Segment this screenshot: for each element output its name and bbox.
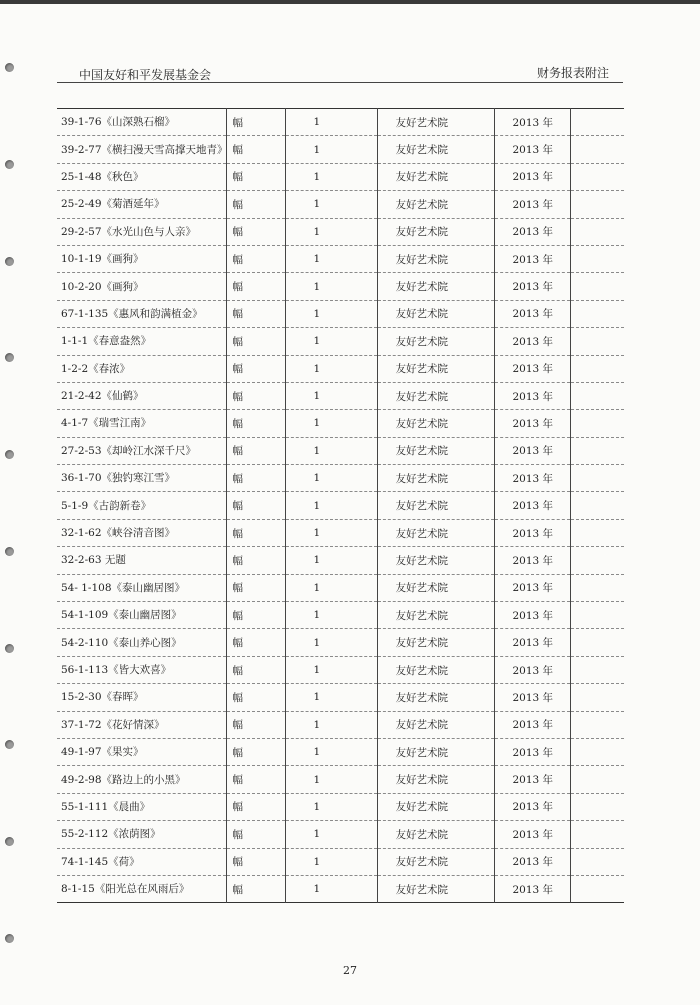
item-remark <box>570 793 624 820</box>
item-year: 2013 年 <box>494 136 570 163</box>
item-quantity: 1 <box>285 574 377 601</box>
item-remark <box>570 465 624 492</box>
item-year: 2013 年 <box>494 300 570 327</box>
item-remark <box>570 656 624 683</box>
item-source: 友好艺术院 <box>377 218 494 245</box>
table-row <box>57 273 624 300</box>
item-unit: 幅 <box>226 109 285 136</box>
item-quantity: 1 <box>285 109 377 136</box>
table-row <box>57 738 624 765</box>
item-quantity: 1 <box>285 328 377 355</box>
item-name: 74-1-145《荷》 <box>57 848 226 875</box>
item-year: 2013 年 <box>494 656 570 683</box>
item-remark <box>570 492 624 519</box>
item-unit: 幅 <box>226 355 285 382</box>
item-name: 32-1-62《峡谷清音图》 <box>57 519 226 546</box>
item-name: 54- 1-108《泰山幽居图》 <box>57 574 226 601</box>
item-unit: 幅 <box>226 437 285 464</box>
item-remark <box>570 684 624 711</box>
item-year: 2013 年 <box>494 492 570 519</box>
item-name: 10-2-20《画狗》 <box>57 273 226 300</box>
table-row <box>57 574 624 601</box>
item-source: 友好艺术院 <box>377 519 494 546</box>
item-quantity: 1 <box>285 793 377 820</box>
item-name: 54-2-110《泰山养心图》 <box>57 629 226 656</box>
item-unit: 幅 <box>226 191 285 218</box>
table-row <box>57 711 624 738</box>
item-quantity: 1 <box>285 875 377 902</box>
item-quantity: 1 <box>285 355 377 382</box>
item-year: 2013 年 <box>494 629 570 656</box>
table-body <box>57 109 624 903</box>
item-name: 55-2-112《浓荫图》 <box>57 821 226 848</box>
item-remark <box>570 136 624 163</box>
item-remark <box>570 163 624 190</box>
item-unit: 幅 <box>226 382 285 409</box>
item-source: 友好艺术院 <box>377 848 494 875</box>
table-row <box>57 519 624 546</box>
item-unit: 幅 <box>226 492 285 519</box>
item-source: 友好艺术院 <box>377 711 494 738</box>
item-remark <box>570 273 624 300</box>
item-source: 友好艺术院 <box>377 191 494 218</box>
item-remark <box>570 711 624 738</box>
item-year: 2013 年 <box>494 245 570 272</box>
item-quantity: 1 <box>285 547 377 574</box>
item-name: 1-2-2《春浓》 <box>57 355 226 382</box>
table-row <box>57 163 624 190</box>
item-remark <box>570 547 624 574</box>
item-remark <box>570 629 624 656</box>
binder-holes <box>5 0 15 1005</box>
table-row <box>57 136 624 163</box>
item-year: 2013 年 <box>494 574 570 601</box>
item-unit: 幅 <box>226 574 285 601</box>
binder-hole <box>5 837 14 846</box>
item-year: 2013 年 <box>494 465 570 492</box>
item-year: 2013 年 <box>494 273 570 300</box>
item-year: 2013 年 <box>494 766 570 793</box>
item-year: 2013 年 <box>494 547 570 574</box>
page-header <box>57 60 623 83</box>
item-remark <box>570 218 624 245</box>
binder-hole <box>5 934 14 943</box>
item-source: 友好艺术院 <box>377 684 494 711</box>
item-quantity: 1 <box>285 163 377 190</box>
item-remark <box>570 766 624 793</box>
item-quantity: 1 <box>285 821 377 848</box>
item-source: 友好艺术院 <box>377 738 494 765</box>
item-remark <box>570 109 624 136</box>
binder-hole <box>5 353 14 362</box>
item-unit: 幅 <box>226 793 285 820</box>
item-remark <box>570 382 624 409</box>
item-year: 2013 年 <box>494 519 570 546</box>
item-quantity: 1 <box>285 136 377 163</box>
item-quantity: 1 <box>285 191 377 218</box>
item-year: 2013 年 <box>494 191 570 218</box>
table-row <box>57 629 624 656</box>
table-row <box>57 328 624 355</box>
item-source: 友好艺术院 <box>377 273 494 300</box>
item-source: 友好艺术院 <box>377 656 494 683</box>
item-source: 友好艺术院 <box>377 629 494 656</box>
item-quantity: 1 <box>285 218 377 245</box>
item-name: 27-2-53《却岭江水深千尺》 <box>57 437 226 464</box>
item-source: 友好艺术院 <box>377 547 494 574</box>
item-year: 2013 年 <box>494 410 570 437</box>
item-source: 友好艺术院 <box>377 410 494 437</box>
item-name: 54-1-109《泰山幽居图》 <box>57 602 226 629</box>
item-year: 2013 年 <box>494 793 570 820</box>
item-quantity: 1 <box>285 245 377 272</box>
item-quantity: 1 <box>285 273 377 300</box>
item-unit: 幅 <box>226 629 285 656</box>
binder-hole <box>5 63 14 72</box>
item-remark <box>570 410 624 437</box>
table-row <box>57 382 624 409</box>
item-unit: 幅 <box>226 766 285 793</box>
item-unit: 幅 <box>226 602 285 629</box>
table-row <box>57 437 624 464</box>
table-row <box>57 300 624 327</box>
item-year: 2013 年 <box>494 821 570 848</box>
item-quantity: 1 <box>285 766 377 793</box>
item-quantity: 1 <box>285 410 377 437</box>
table-row <box>57 793 624 820</box>
item-source: 友好艺术院 <box>377 821 494 848</box>
item-name: 32-2-63 无题 <box>57 547 226 574</box>
item-year: 2013 年 <box>494 328 570 355</box>
item-unit: 幅 <box>226 328 285 355</box>
item-year: 2013 年 <box>494 218 570 245</box>
table-row <box>57 410 624 437</box>
item-name: 1-1-1《春意盎然》 <box>57 328 226 355</box>
item-name: 29-2-57《水光山色与人亲》 <box>57 218 226 245</box>
item-year: 2013 年 <box>494 355 570 382</box>
organization-name: 中国友好和平发展基金会 <box>79 68 212 82</box>
item-unit: 幅 <box>226 519 285 546</box>
item-unit: 幅 <box>226 738 285 765</box>
item-name: 55-1-111《晨曲》 <box>57 793 226 820</box>
item-quantity: 1 <box>285 656 377 683</box>
item-unit: 幅 <box>226 684 285 711</box>
table-row <box>57 245 624 272</box>
item-name: 39-1-76《山深熟石榴》 <box>57 109 226 136</box>
item-source: 友好艺术院 <box>377 465 494 492</box>
table-row <box>57 602 624 629</box>
item-source: 友好艺术院 <box>377 300 494 327</box>
item-name: 8-1-15《阳光总在风雨后》 <box>61 883 190 896</box>
item-source: 友好艺术院 <box>377 355 494 382</box>
item-source: 友好艺术院 <box>377 574 494 601</box>
item-name: 25-1-48《秋色》 <box>57 163 226 190</box>
item-year: 2013 年 <box>494 163 570 190</box>
item-unit: 幅 <box>226 547 285 574</box>
item-name: 21-2-42《仙鹤》 <box>57 382 226 409</box>
item-name: 56-1-113《皆大欢喜》 <box>57 656 226 683</box>
item-year: 2013 年 <box>494 437 570 464</box>
table-row <box>57 547 624 574</box>
item-remark <box>570 355 624 382</box>
item-remark <box>570 245 624 272</box>
item-name: 67-1-135《惠风和韵满植金》 <box>57 300 226 327</box>
item-quantity: 1 <box>285 602 377 629</box>
item-unit: 幅 <box>226 300 285 327</box>
item-unit: 幅 <box>226 656 285 683</box>
item-year: 2013 年 <box>494 875 570 902</box>
item-quantity: 1 <box>285 300 377 327</box>
item-unit: 幅 <box>226 711 285 738</box>
table-row <box>57 684 624 711</box>
item-unit: 幅 <box>226 218 285 245</box>
table-row <box>57 109 624 136</box>
item-source: 友好艺术院 <box>377 793 494 820</box>
item-year: 2013 年 <box>494 684 570 711</box>
item-unit: 幅 <box>226 136 285 163</box>
item-remark <box>570 875 624 902</box>
item-source: 友好艺术院 <box>377 328 494 355</box>
binder-hole <box>5 450 14 459</box>
binder-hole <box>5 740 14 749</box>
item-name: 49-2-98《路边上的小黑》 <box>57 766 226 793</box>
page-number: 27 <box>343 964 357 977</box>
item-remark <box>570 738 624 765</box>
item-unit: 幅 <box>226 273 285 300</box>
item-quantity: 1 <box>285 492 377 519</box>
item-name: 10-1-19《画狗》 <box>57 245 226 272</box>
item-name: 15-2-30《春晖》 <box>57 684 226 711</box>
item-quantity: 1 <box>285 711 377 738</box>
item-name: 36-1-70《独钓寒江雪》 <box>57 465 226 492</box>
table-row <box>57 465 624 492</box>
item-remark <box>570 821 624 848</box>
item-remark <box>570 519 624 546</box>
item-remark <box>570 574 624 601</box>
item-remark <box>570 191 624 218</box>
item-name: 49-1-97《果实》 <box>57 738 226 765</box>
item-unit: 幅 <box>226 875 285 902</box>
table-row <box>57 656 624 683</box>
item-quantity: 1 <box>285 519 377 546</box>
item-quantity: 1 <box>285 738 377 765</box>
section-title: 财务报表附注 <box>536 66 609 80</box>
item-quantity: 1 <box>285 382 377 409</box>
item-unit: 幅 <box>226 821 285 848</box>
item-name: 25-2-49《菊酒延年》 <box>57 191 226 218</box>
item-unit: 幅 <box>226 245 285 272</box>
table-row <box>57 821 624 848</box>
item-year: 2013 年 <box>494 711 570 738</box>
item-source: 友好艺术院 <box>377 245 494 272</box>
item-unit: 幅 <box>226 163 285 190</box>
item-source: 友好艺术院 <box>377 437 494 464</box>
binder-hole <box>5 644 14 653</box>
table-row <box>57 766 624 793</box>
table-row <box>57 848 624 875</box>
item-year: 2013 年 <box>494 109 570 136</box>
item-source: 友好艺术院 <box>377 109 494 136</box>
scan-top-edge <box>0 0 700 4</box>
item-source: 友好艺术院 <box>377 602 494 629</box>
item-remark <box>570 328 624 355</box>
item-unit: 幅 <box>226 410 285 437</box>
table-row <box>57 355 624 382</box>
item-year: 2013 年 <box>494 848 570 875</box>
item-name: 37-1-72《花好情深》 <box>57 711 226 738</box>
item-remark <box>570 848 624 875</box>
binder-hole <box>5 160 14 169</box>
item-remark <box>570 602 624 629</box>
item-quantity: 1 <box>285 437 377 464</box>
item-unit: 幅 <box>226 465 285 492</box>
binder-hole <box>5 547 14 556</box>
table-row <box>57 191 624 218</box>
binder-hole <box>5 257 14 266</box>
item-remark <box>570 300 624 327</box>
table-row <box>57 218 624 245</box>
collection-table <box>57 108 624 903</box>
item-name: 5-1-9《古韵新卷》 <box>57 492 226 519</box>
item-source: 友好艺术院 <box>377 492 494 519</box>
item-name: 4-1-7《瑞雪江南》 <box>57 410 226 437</box>
item-source: 友好艺术院 <box>377 163 494 190</box>
item-quantity: 1 <box>285 629 377 656</box>
item-unit: 幅 <box>226 848 285 875</box>
item-remark <box>570 437 624 464</box>
item-quantity: 1 <box>285 684 377 711</box>
item-name: 39-2-77《横扫漫天雪高撑天地青》 <box>57 136 226 163</box>
item-year: 2013 年 <box>494 602 570 629</box>
table-row <box>57 875 624 902</box>
item-quantity: 1 <box>285 848 377 875</box>
item-source: 友好艺术院 <box>377 766 494 793</box>
item-quantity: 1 <box>285 465 377 492</box>
item-source: 友好艺术院 <box>377 875 494 902</box>
item-year: 2013 年 <box>494 382 570 409</box>
item-source: 友好艺术院 <box>377 382 494 409</box>
table-row <box>57 492 624 519</box>
item-source: 友好艺术院 <box>377 136 494 163</box>
item-year: 2013 年 <box>494 738 570 765</box>
